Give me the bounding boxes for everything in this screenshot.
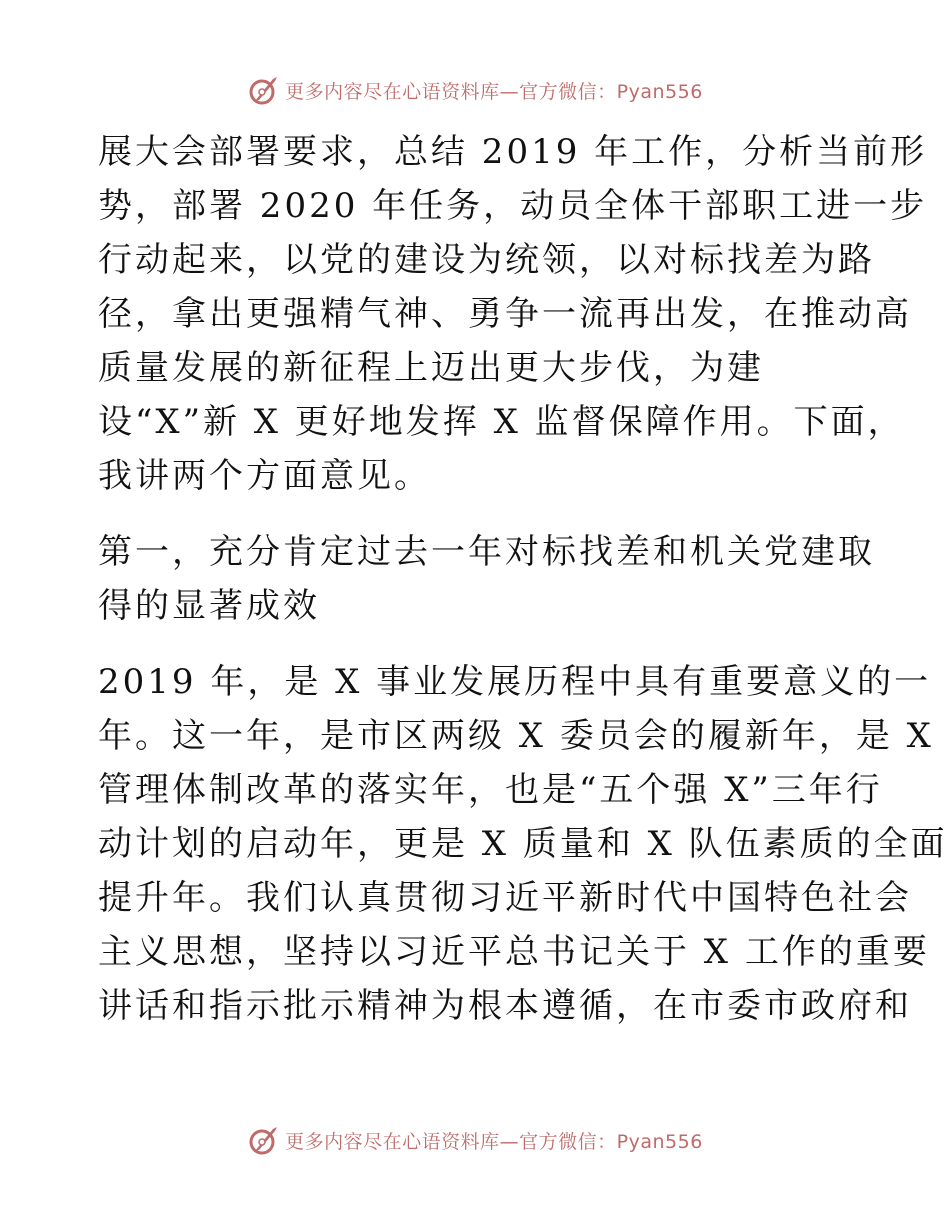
heading-line: 第一，充分肯定过去一年对标找差和机关党建取: [98, 532, 875, 572]
heading-line: 得的显著成效: [98, 586, 320, 626]
text-line: 提升年。我们认真贯彻习近平新时代中国特色社会: [98, 878, 912, 918]
text-line: 行动起来，以党的建设为统领，以对标找差为路: [98, 240, 875, 280]
header-watermark: [0, 70, 950, 110]
text-line: 主义思想，坚持以习近平总书记关于 X 工作的重要: [98, 932, 930, 972]
watermark-text: 更多内容尽在心语资料库—官方微信：Pyan556: [285, 1130, 703, 1153]
text-line: 2019 年，是 X 事业发展历程中具有重要意义的一: [98, 662, 932, 702]
text-line: 质量发展的新征程上迈出更大步伐，为建: [98, 348, 764, 388]
text-line: 动计划的启动年，更是 X 质量和 X 队伍素质的全面: [98, 824, 948, 864]
quill-logo-icon: [247, 73, 281, 107]
text-line: 展大会部署要求，总结 2019 年工作，分析当前形: [98, 132, 928, 172]
text-line: 径，拿出更强精气神、勇争一流再出发，在推动高: [98, 294, 912, 334]
section-heading: [98, 525, 875, 633]
text-line: 势，部署 2020 年任务，动员全体干部职工进一步: [98, 186, 928, 226]
document-body: [98, 125, 948, 1033]
text-line: 我讲两个方面意见。: [98, 456, 431, 496]
paragraph-3: [98, 655, 948, 1033]
text-line: 设“X”新 X 更好地发挥 X 监督保障作用。下面，: [98, 402, 905, 442]
quill-logo-icon: [247, 1123, 281, 1157]
text-line: 讲话和指示批示精神为根本遵循，在市委市政府和: [98, 986, 912, 1026]
watermark-text: 更多内容尽在心语资料库—官方微信：Pyan556: [285, 80, 703, 103]
paragraph-1: [98, 125, 928, 503]
text-line: 年。这一年，是市区两级 X 委员会的履新年，是 X: [98, 716, 934, 756]
text-line: 管理体制改革的落实年，也是“五个强 X”三年行: [98, 770, 883, 810]
footer-watermark: [0, 1120, 950, 1160]
